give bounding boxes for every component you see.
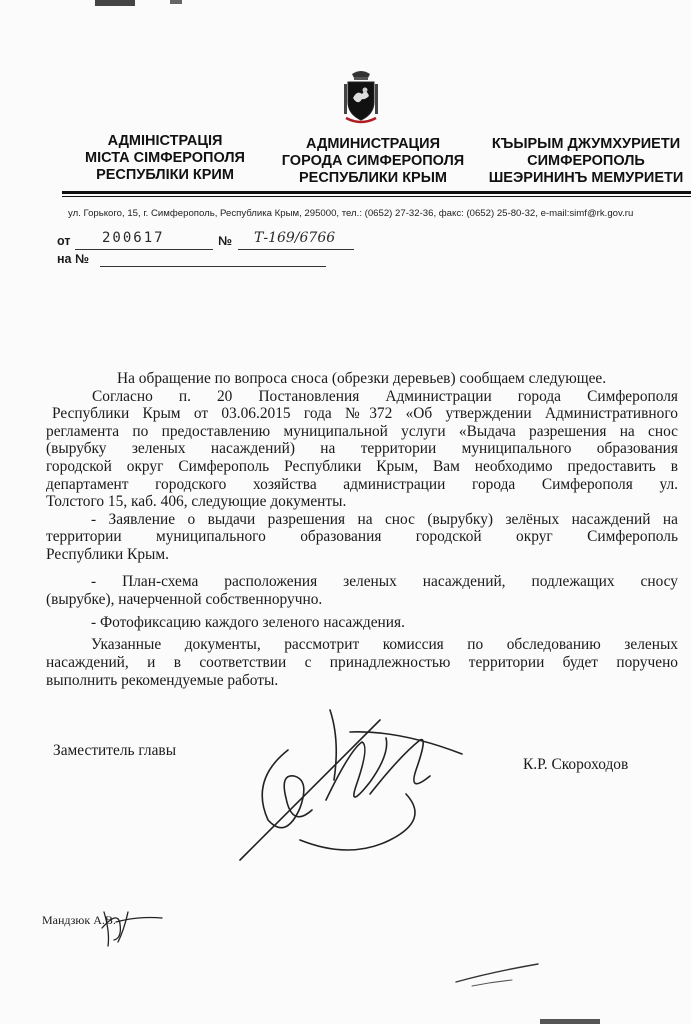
date-underline [75, 249, 213, 250]
signer-name: К.Р. Скороходов [523, 756, 629, 773]
body-line: - Заявление о выдачи разрешения на снос (вырубку) зелёных насаждений на [91, 511, 678, 528]
body-line: (вырубку зеленых насаждений) на территории муниципального образования [46, 440, 678, 457]
reply-label: на № [57, 252, 89, 266]
body-line: - План-схема расположения зеленых насаждений, подлежащих сносу [91, 573, 678, 590]
body-line: Согласно п. 20 Постановления Администрации города Симферополя [92, 388, 678, 405]
header-divider-thin [62, 196, 691, 197]
executor-name: Мандзюк А.В. [42, 913, 116, 927]
body-line: Республики Крым. [46, 546, 169, 563]
header-crh-line-1: КЪЫРЫМ ДЖУМХУРИЕТИ [491, 136, 681, 152]
body-line: регламента по предоставлению муниципальной услуги «Выдача разрешения на снос [46, 423, 678, 440]
handwritten-signature [230, 690, 490, 870]
body-line: выполнить рекомендуемые работы. [46, 672, 279, 689]
header-russian [268, 136, 478, 187]
body-line: городской округ Симферополь Республики Крым, Вам необходимо предоставить в [46, 458, 678, 475]
number-value: Т-169/6766 [254, 230, 336, 246]
header-rus-line-3: РЕСПУБЛИКИ КРЫМ [298, 170, 447, 186]
signer-position: Заместитель главы [53, 742, 177, 759]
from-label: от [57, 234, 71, 248]
header-ukr-line-2: МІСТА СІМФЕРОПОЛЯ [85, 150, 245, 166]
header-divider-thick [62, 191, 691, 194]
header-ukr-line-3: РЕСПУБЛІКИ КРИМ [96, 167, 234, 183]
date-value: 200617 [102, 230, 165, 246]
body-line: (вырубке), начерченной собственноручно. [46, 591, 323, 608]
header-crh-line-2: СИМФЕРОПОЛЬ [527, 153, 645, 169]
scan-artifact [170, 0, 182, 4]
scan-artifact [540, 1019, 600, 1024]
body-line: - Фотофиксацию каждого зеленого насаждения. [91, 614, 405, 631]
scan-artifact [95, 0, 135, 6]
letter-body [40, 370, 680, 700]
body-line: Республики Крым от 03.06.2015 года №372 «Об утверждении Административного [52, 405, 678, 422]
executor-initials-signature [98, 902, 168, 952]
number-label: № [218, 234, 232, 248]
reply-underline [100, 266, 326, 267]
header-ukr-line-1: АДМІНІСТРАЦІЯ [107, 133, 223, 149]
number-underline [238, 249, 354, 250]
body-line: насаждений, и в соответствии с принадлежностью территории будет поручено [46, 654, 678, 671]
body-line: Толстого 15, каб. 406, следующие документы. [46, 493, 347, 510]
body-line: департамент городского хозяйства администрации города Симферополя ул. [46, 476, 678, 493]
header-rus-line-2: ГОРОДА СИМФЕРОПОЛЯ [281, 153, 465, 169]
header-crh-line-3: ШЕЭРИНИНЪ МЕМУРИЕТИ [488, 170, 684, 186]
header-ukrainian [65, 133, 265, 184]
body-line: Указанные документы, рассмотрит комиссия по обследованию зеленых [91, 636, 678, 653]
header-crimean-tatar [484, 136, 688, 187]
body-line: территории муниципального образования городской округ Симферополь [46, 528, 678, 545]
coat-of-arms-emblem [342, 68, 380, 124]
address-line: ул. Горького, 15, г. Симферополь, Республика Крым, 295000, тел.: (0652) 27-32-36, факс: (0652) 25-80-32, e-mail:simf@rk.gov.ru [68, 208, 634, 219]
body-line: На обращение по вопроса сноса (обрезки деревьев) сообщаем следующее. [117, 370, 607, 387]
pen-mark [452, 960, 542, 990]
header-rus-line-1: АДМИНИСТРАЦИЯ [305, 136, 440, 152]
